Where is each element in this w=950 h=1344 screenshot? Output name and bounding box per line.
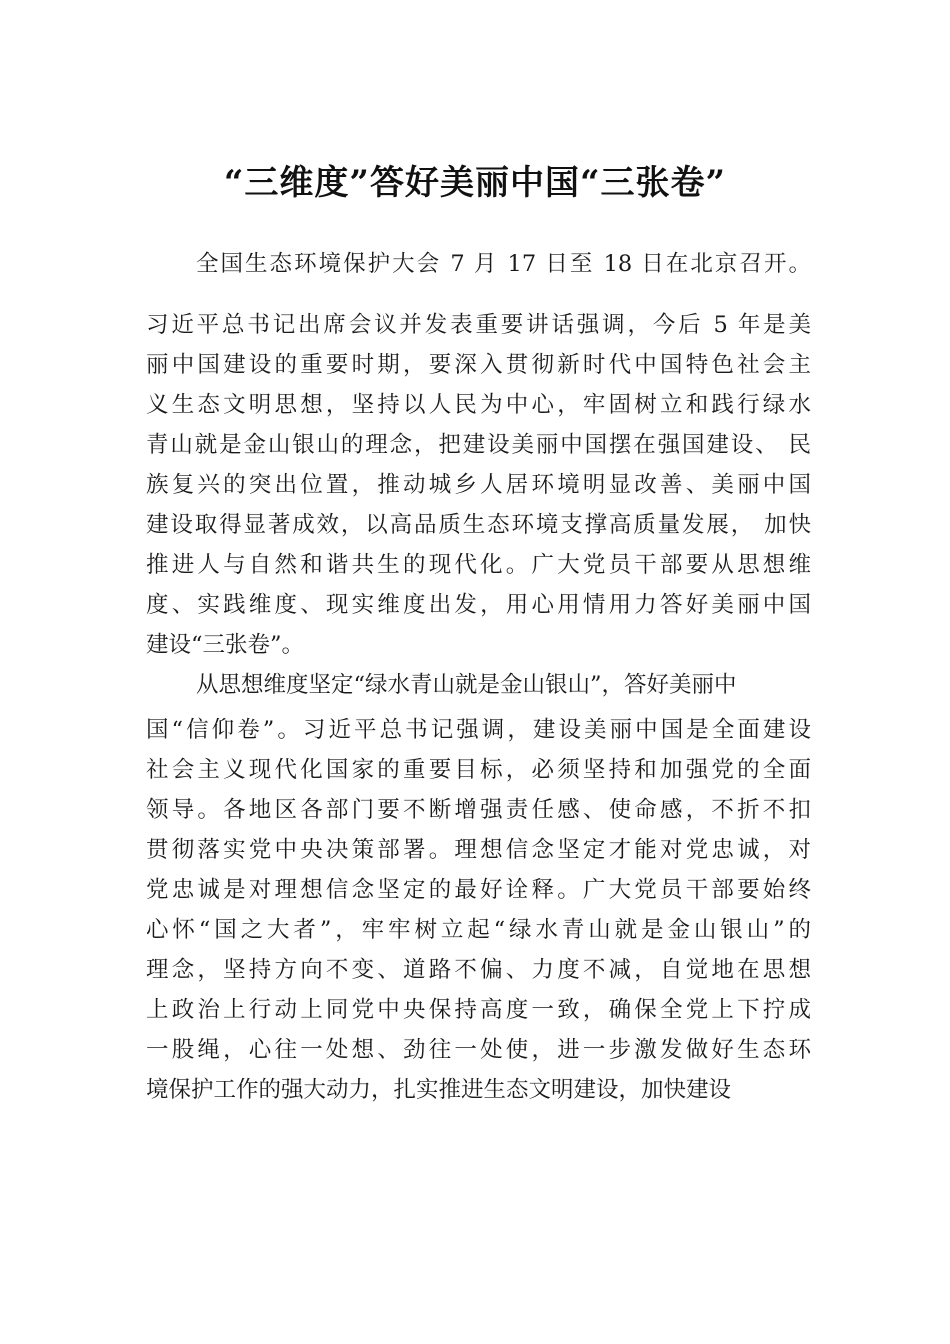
paragraph-line: 境保护工作的强大动力，扎实推进生态文明建设，加快建设 xyxy=(146,1077,732,1103)
paragraph-line: 领导。各地区各部门要不断增强责任感、使命感，不折不扣 xyxy=(146,797,811,823)
paragraph-line: 一股绳，心往一处想、劲往一处使，进一步激发做好生态环 xyxy=(146,1037,811,1063)
paragraph-line: 度、实践维度、现实维度出发，用心用情用力答好美丽中国 xyxy=(146,592,811,618)
paragraph-line: 义生态文明思想，坚持以人民为中心，牢固树立和践行绿水 xyxy=(146,392,811,418)
paragraph-line: 党忠诚是对理想信念坚定的最好诠释。广大党员干部要始终 xyxy=(146,877,811,903)
paragraph-line: 推进人与自然和谐共生的现代化。广大党员干部要从思想维 xyxy=(146,552,811,578)
paragraph-line: 全国生态环境保护大会 7 月 17 日至 18 日在北京召开。 xyxy=(196,251,811,277)
paragraph-line: 心怀“国之大者”，牢牢树立起“绿水青山就是金山银山”的 xyxy=(146,917,811,943)
document-title: “三维度”答好美丽中国“三张卷” xyxy=(223,163,727,203)
paragraph-line: 青山就是金山银山的理念，把建设美丽中国摆在强国建设、 民 xyxy=(146,432,811,458)
paragraph-line: 习近平总书记出席会议并发表重要讲话强调，今后 5 年是美 xyxy=(146,312,811,338)
paragraph-line: 建设“三张卷”。 xyxy=(146,632,305,658)
paragraph-line: 上政治上行动上同党中央保持高度一致，确保全党上下拧成 xyxy=(146,997,811,1023)
paragraph-line: 丽中国建设的重要时期，要深入贯彻新时代中国特色社会主 xyxy=(146,352,811,378)
paragraph-line: 国“信仰卷”。习近平总书记强调，建设美丽中国是全面建设 xyxy=(146,717,811,743)
paragraph-line: 理念，坚持方向不变、道路不偏、力度不减，自觉地在思想 xyxy=(146,957,811,983)
paragraph-line: 族复兴的突出位置，推动城乡人居环境明显改善、美丽中国 xyxy=(146,472,811,498)
paragraph-line: 贯彻落实党中央决策部署。理想信念坚定才能对党忠诚，对 xyxy=(146,837,811,863)
paragraph-line: 建设取得显著成效，以高品质生态环境支撑高质量发展， 加快 xyxy=(146,512,811,538)
paragraph-line: 社会主义现代化国家的重要目标，必须坚持和加强党的全面 xyxy=(146,757,811,783)
paragraph-line: 从思想维度坚定“绿水青山就是金山银山”，答好美丽中 xyxy=(196,672,737,698)
